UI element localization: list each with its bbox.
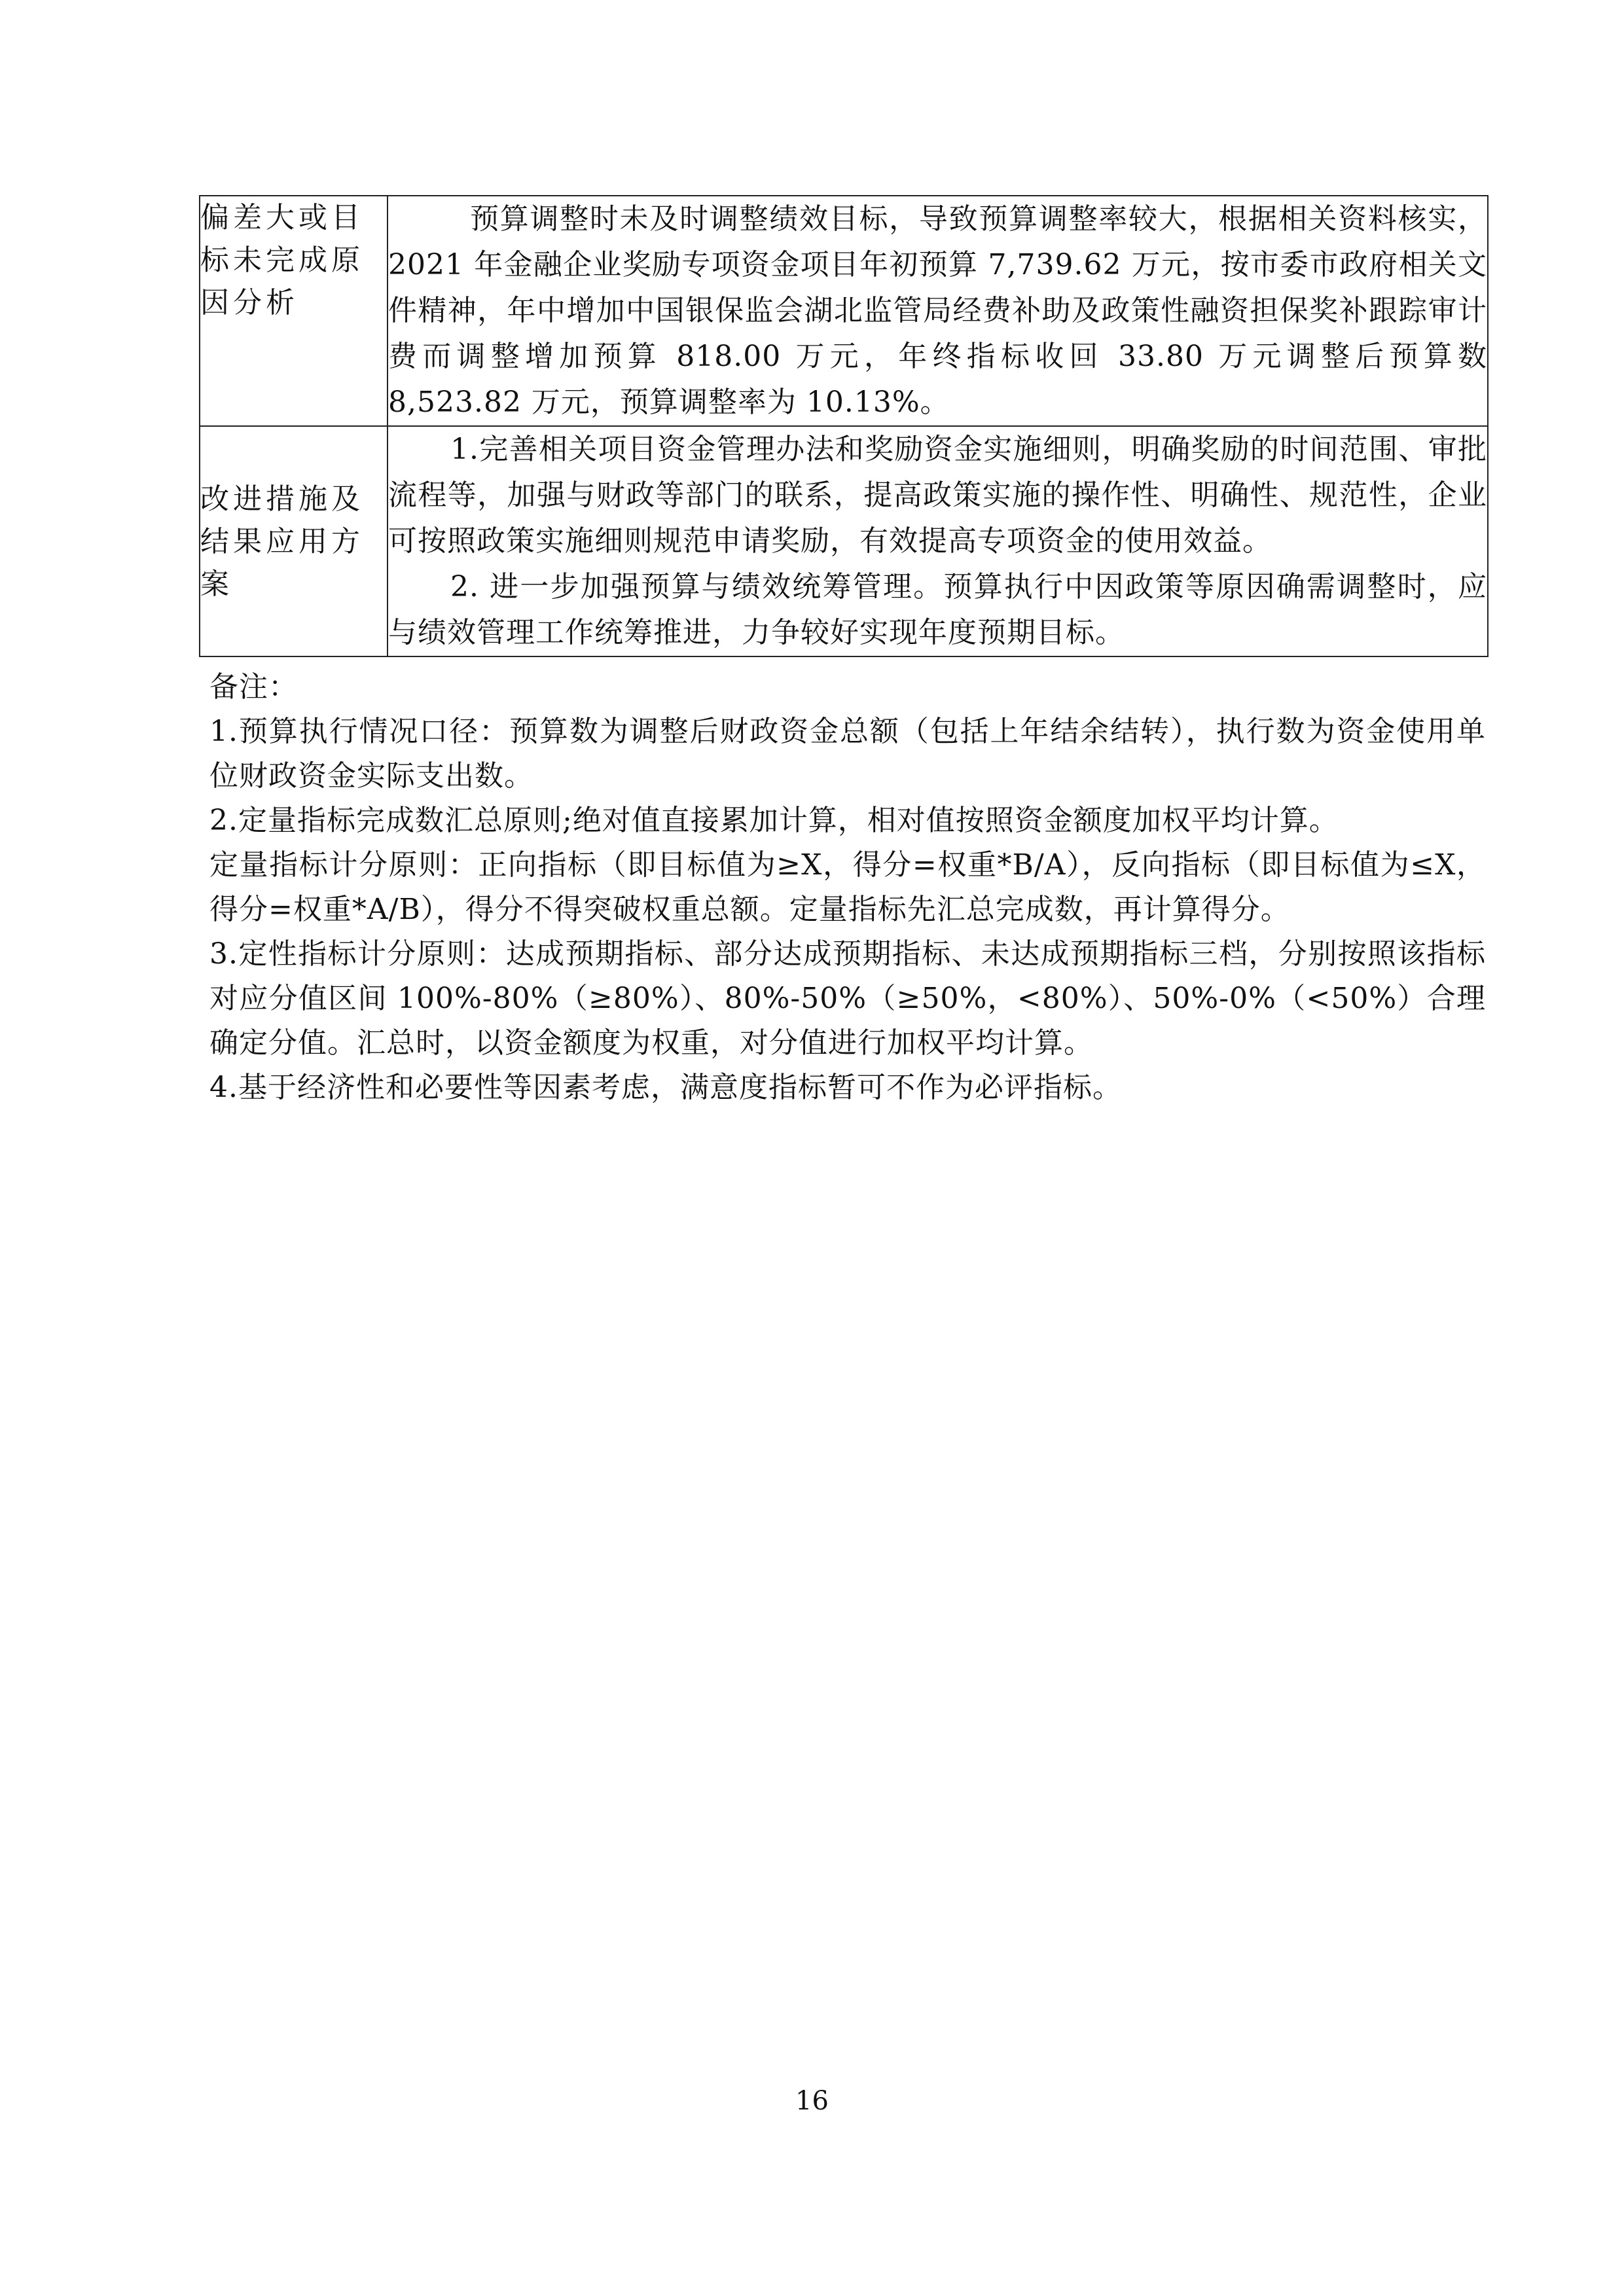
note-1: 1.预算执行情况口径：预算数为调整后财政资金总额（包括上年结余结转），执行数为资金使用单位财政资金实际支出数。 xyxy=(209,715,1486,793)
table-row-improvement-measures xyxy=(200,426,1488,656)
deviation-analysis-text: 预算调整时未及时调整绩效目标，导致预算调整率较大，根据相关资料核实，2021 年金融企业奖励专项资金项目年初预算 7,739.62 万元，按市委市政府相关文件精神，年中增加中国银保监会湖北监管局经费补助及政策性融资担保奖补跟踪审计费而调整增加预算 818.00 万元，年终指标收回 33.80 万元调整后预算数 8,523.82 万元，预算调整率为 10.13%。 xyxy=(388,202,1487,419)
evaluation-table xyxy=(199,195,1489,657)
note-2: 2.定量指标完成数汇总原则;绝对值直接累加计算，相对值按照资金额度加权平均计算。 xyxy=(209,804,1339,837)
notes-title: 备注： xyxy=(209,670,298,704)
page-number: 16 xyxy=(795,2086,829,2116)
table-row-deviation-analysis xyxy=(200,196,1488,426)
row-content-deviation-analysis xyxy=(388,196,1488,426)
row-content-improvement-measures xyxy=(388,426,1488,656)
row-label-deviation-analysis: 偏差大或目标未完成原因分析 xyxy=(200,196,388,426)
row-label-improvement-measures: 改进措施及结果应用方案 xyxy=(200,426,388,656)
note-3: 3.定性指标计分原则：达成预期指标、部分达成预期指标、未达成预期指标三档，分别按照该指标对应分值区间 100%-80%（≥80%）、80%-50%（≥50%，<80%）、50%-0%（<50%）合理确定分值。汇总时，以资金额度为权重，对分值进行加权平均计算。 xyxy=(209,937,1486,1060)
improvement-item-2: 2. 进一步加强预算与绩效统筹管理。预算执行中因政策等原因确需调整时，应与绩效管理工作统筹推进，力争较好实现年度预期目标。 xyxy=(388,570,1487,649)
improvement-item-1: 1.完善相关项目资金管理办法和奖励资金实施细则，明确奖励的时间范围、审批流程等，加强与财政等部门的联系，提高政策实施的操作性、明确性、规范性，企业可按照政策实施细则规范申请奖励，有效提高专项资金的使用效益。 xyxy=(388,433,1487,558)
note-2-scoring: 定量指标计分原则：正向指标（即目标值为≥X，得分=权重*B/A），反向指标（即目标值为≤X，得分=权重*A/B），得分不得突破权重总额。定量指标先汇总完成数，再计算得分。 xyxy=(209,848,1486,926)
notes-section xyxy=(209,665,1486,1110)
note-4: 4.基于经济性和必要性等因素考虑，满意度指标暂可不作为必评指标。 xyxy=(209,1071,1122,1104)
